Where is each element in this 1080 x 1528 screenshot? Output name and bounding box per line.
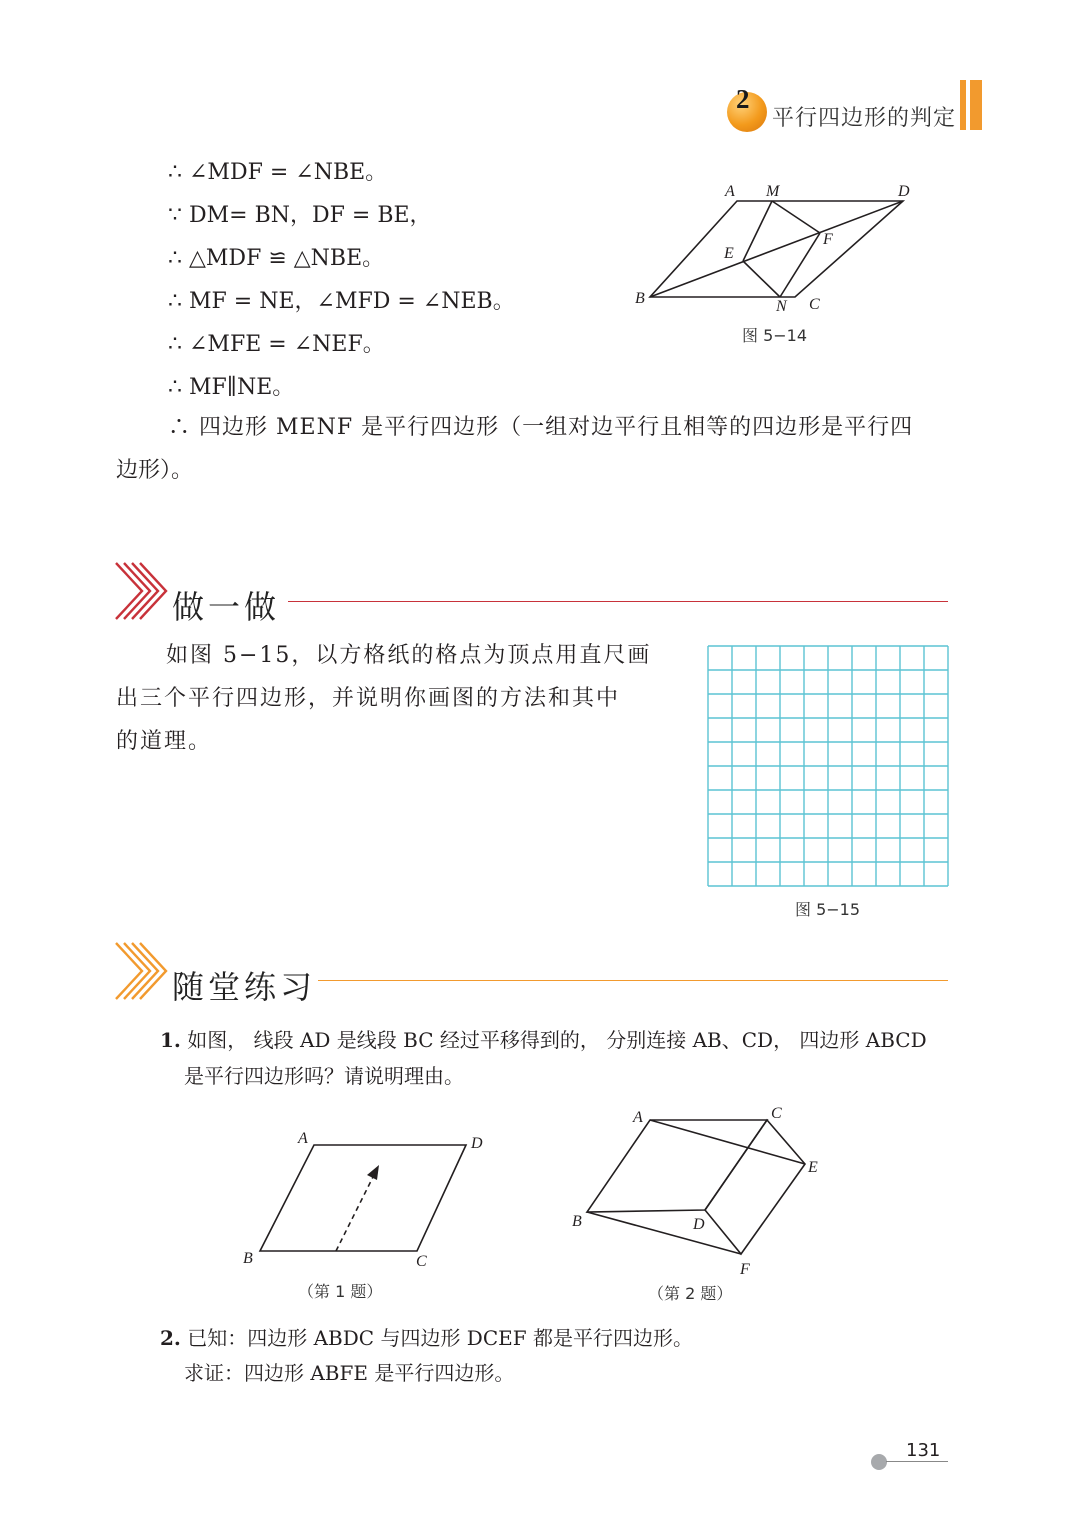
do-it-title: 做一做 bbox=[172, 588, 281, 626]
header-stripe bbox=[970, 80, 982, 130]
label-c: C bbox=[416, 1253, 427, 1270]
question-1-number: 1. bbox=[160, 1028, 181, 1052]
label-d: D bbox=[898, 183, 910, 200]
label-b: B bbox=[243, 1250, 253, 1267]
label-m: M bbox=[766, 183, 780, 200]
segment-mf bbox=[772, 201, 820, 233]
label-d: D bbox=[471, 1135, 483, 1152]
label-b: B bbox=[572, 1213, 582, 1230]
proof-line: ∴ △MDF ≌ △NBE。 bbox=[168, 246, 385, 271]
label-c: C bbox=[771, 1105, 782, 1122]
figure-question-1 bbox=[230, 1125, 500, 1275]
question-2-number: 2. bbox=[160, 1326, 181, 1350]
do-it-text-line: 出三个平行四边形，并说明你画图的方法和其中 bbox=[116, 686, 621, 711]
parallelogram-abdc bbox=[587, 1120, 767, 1212]
figure-5-14 bbox=[620, 175, 920, 325]
label-e: E bbox=[808, 1159, 818, 1176]
label-a: A bbox=[725, 183, 735, 200]
practice-title: 随堂练习 bbox=[172, 968, 317, 1006]
label-f: F bbox=[740, 1261, 750, 1278]
proof-line: ∴ MF∥NE。 bbox=[168, 375, 295, 400]
figure-question-2 bbox=[565, 1100, 835, 1280]
segment-bf bbox=[587, 1212, 741, 1254]
diagonal-bd bbox=[650, 201, 903, 297]
do-it-text-line: 如图 5−15，以方格纸的格点为顶点用直尺画 bbox=[166, 643, 652, 668]
question-2-cont: 求证：四边形 ABFE 是平行四边形。 bbox=[184, 1361, 515, 1385]
proof-conclusion-cont: 边形）。 bbox=[116, 458, 194, 483]
proof-line: ∴ MF = NE，∠MFD = ∠NEB。 bbox=[168, 289, 515, 314]
segment-ae bbox=[650, 1120, 805, 1164]
page-number: 131 bbox=[906, 1440, 941, 1461]
segment-fn bbox=[780, 233, 820, 297]
figure-question-1-caption: （第 1 题） bbox=[298, 1282, 383, 1301]
divider bbox=[318, 980, 948, 981]
chevron-orange-icon bbox=[114, 940, 174, 1002]
translation-arrow bbox=[336, 1175, 374, 1251]
chevron-red-icon bbox=[114, 560, 174, 622]
parallelogram bbox=[260, 1145, 466, 1251]
label-c: C bbox=[809, 296, 820, 313]
figure-question-2-caption: （第 2 题） bbox=[648, 1284, 733, 1303]
proof-conclusion: ∴ 四边形 MENF 是平行四边形（一组对边平行且相等的四边形是平行四 bbox=[168, 415, 914, 440]
label-e: E bbox=[724, 245, 734, 262]
figure-5-15-caption: 图 5−15 bbox=[795, 900, 861, 919]
section-number: 2 bbox=[736, 84, 750, 114]
label-f: F bbox=[823, 231, 833, 248]
label-n: N bbox=[776, 298, 787, 315]
segment-en bbox=[743, 261, 780, 297]
label-a: A bbox=[633, 1109, 643, 1126]
header-stripe bbox=[960, 80, 966, 130]
footer-rule bbox=[886, 1461, 948, 1462]
question-1-text: 如图， 线段 AD 是线段 BC 经过平移得到的， 分别连接 AB、CD， 四边形 ABCD bbox=[187, 1028, 927, 1052]
page-dot-icon bbox=[871, 1454, 887, 1470]
question-1-cont: 是平行四边形吗？请说明理由。 bbox=[184, 1064, 464, 1088]
question-1 bbox=[160, 1024, 927, 1053]
proof-line: ∴ ∠MDF = ∠NBE。 bbox=[168, 160, 388, 185]
figure-5-15-grid bbox=[706, 644, 950, 888]
figure-5-14-caption: 图 5−14 bbox=[742, 326, 808, 345]
proof-line: ∴ ∠MFE = ∠NEF。 bbox=[168, 332, 385, 357]
section-title: 平行四边形的判定 bbox=[772, 106, 957, 131]
proof-line: ∵ DM= BN，DF = BE， bbox=[168, 203, 432, 228]
question-2-text: 已知：四边形 ABDC 与四边形 DCEF 都是平行四边形。 bbox=[187, 1326, 693, 1350]
label-b: B bbox=[635, 290, 645, 307]
label-a: A bbox=[298, 1130, 308, 1147]
label-d: D bbox=[693, 1216, 705, 1233]
arrow-head-icon bbox=[367, 1165, 379, 1180]
divider bbox=[288, 601, 948, 602]
question-2 bbox=[160, 1322, 693, 1351]
do-it-text-line: 的道理。 bbox=[116, 729, 213, 754]
